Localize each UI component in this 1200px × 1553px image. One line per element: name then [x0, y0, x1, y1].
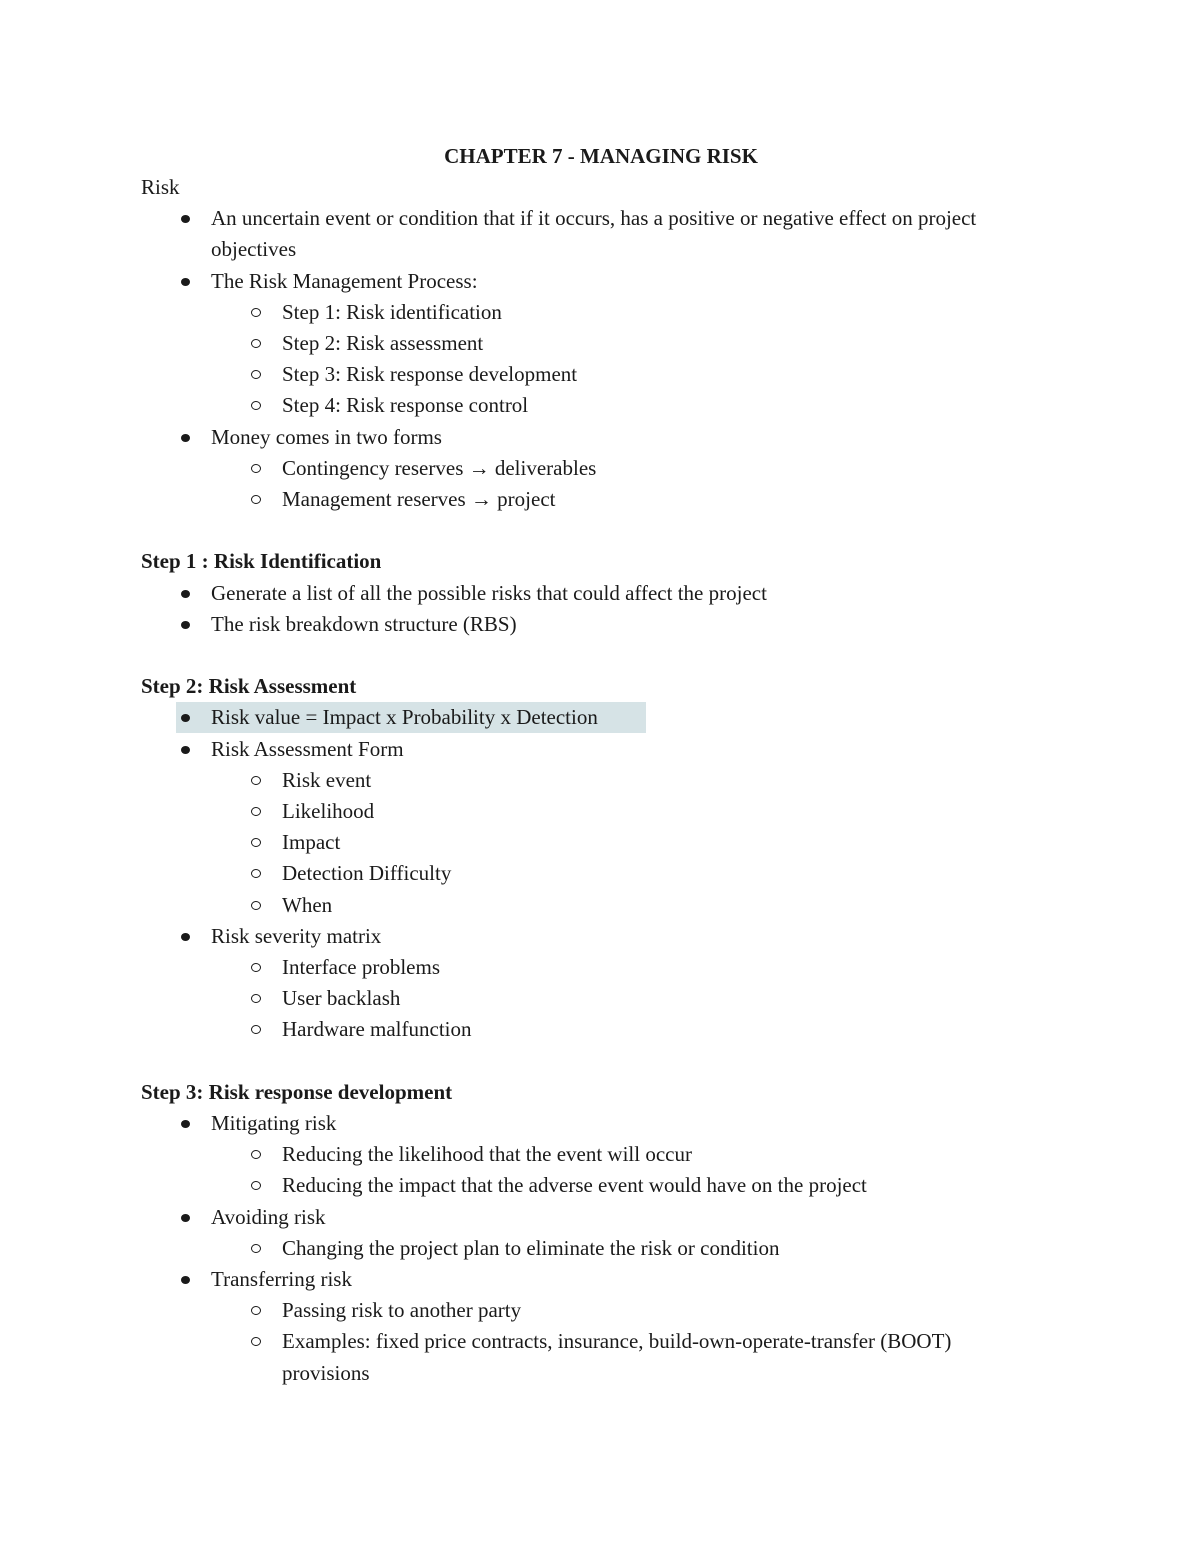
list-item	[141, 921, 1061, 952]
sub-list-item-text: Detection Difficulty	[282, 861, 452, 886]
bullet-circle-icon	[251, 1025, 261, 1034]
sub-list-item-text: Interface problems	[282, 955, 441, 980]
sub-list-item-text: Risk event	[282, 767, 372, 792]
list-item-text: The Risk Management Process:	[211, 268, 478, 293]
document-page	[141, 141, 1061, 1389]
bullet-circle-icon	[251, 776, 261, 785]
bullet-circle-icon	[251, 963, 261, 972]
risk-bullet-list	[141, 203, 1061, 515]
bullet-disc-icon	[181, 621, 190, 629]
bullet-disc-icon	[181, 434, 190, 442]
sub-list-item	[141, 453, 1061, 484]
sub-list-item	[141, 890, 1061, 921]
page-title: CHAPTER 7 - MANAGING RISK	[444, 144, 758, 168]
bullet-circle-icon	[251, 838, 261, 847]
sub-list-item	[141, 1233, 1061, 1264]
spacer	[141, 515, 1061, 546]
list-item-text: Risk severity matrix	[211, 923, 382, 948]
bullet-circle-icon	[251, 1150, 261, 1159]
bullet-circle-icon	[251, 464, 261, 473]
spacer	[141, 640, 1061, 671]
sub-list-item-text: Management reserves → project	[282, 487, 556, 512]
step3-bullet-list	[141, 1108, 1061, 1389]
sub-list-item-text: Likelihood	[282, 799, 375, 824]
heading-step-1: Step 1 : Risk Identification	[141, 549, 382, 574]
bullet-circle-icon	[251, 1181, 261, 1190]
sub-list-item	[141, 827, 1061, 858]
sub-list-item-text: Step 2: Risk assessment	[282, 331, 484, 356]
step2-bullet-list	[141, 702, 1061, 1045]
list-item	[141, 203, 1061, 265]
bullet-disc-icon	[181, 933, 190, 941]
sub-list-item	[141, 858, 1061, 889]
sub-list-item-text: Changing the project plan to eliminate the risk or condition	[282, 1235, 780, 1260]
heading-step-2: Step 2: Risk Assessment	[141, 674, 357, 699]
bullet-circle-icon	[251, 1244, 261, 1253]
bullet-circle-icon	[251, 1306, 261, 1315]
list-item-text: Transferring risk	[211, 1267, 352, 1292]
bullet-disc-icon	[181, 215, 190, 223]
list-item-text: Risk value = Impact x Probability x Detection	[211, 705, 598, 730]
sub-list-item	[141, 1326, 1061, 1388]
list-item	[141, 1202, 1061, 1233]
sub-list-item-text: Reducing the likelihood that the event will occur	[282, 1142, 692, 1167]
bullet-circle-icon	[251, 994, 261, 1003]
bullet-circle-icon	[251, 901, 261, 910]
sub-list-item-text: Step 4: Risk response control	[282, 393, 529, 418]
list-item-text: Generate a list of all the possible risks that could affect the project	[211, 580, 767, 605]
list-item	[141, 422, 1061, 453]
bullet-circle-icon	[251, 401, 261, 410]
sub-list-item	[141, 1295, 1061, 1326]
sub-list-item	[141, 390, 1061, 421]
bullet-circle-icon	[251, 807, 261, 816]
bullet-circle-icon	[251, 495, 261, 504]
sub-list-item-text: Hardware malfunction	[282, 1017, 472, 1042]
sub-list-item	[141, 484, 1061, 515]
sub-list-item	[141, 765, 1061, 796]
sub-list-item-text: Examples: fixed price contracts, insurance, build-own-operate-transfer (BOOT) provisions	[282, 1329, 952, 1385]
list-item	[141, 266, 1061, 297]
list-item	[141, 734, 1061, 765]
sub-list-item	[141, 1170, 1061, 1201]
sub-list-item	[141, 359, 1061, 390]
list-item-text: Money comes in two forms	[211, 424, 442, 449]
bullet-circle-icon	[251, 308, 261, 317]
bullet-disc-icon	[181, 1276, 190, 1284]
sub-list-item-text: User backlash	[282, 986, 401, 1011]
spacer	[141, 1046, 1061, 1077]
bullet-circle-icon	[251, 869, 261, 878]
sub-list-item-text: Step 3: Risk response development	[282, 362, 578, 387]
bullet-disc-icon	[181, 746, 190, 754]
sub-list-item	[141, 1139, 1061, 1170]
sub-list-item-text: Passing risk to another party	[282, 1298, 522, 1323]
list-item-text: The risk breakdown structure (RBS)	[211, 611, 517, 636]
bullet-disc-icon	[181, 1120, 190, 1128]
section-label-risk: Risk	[141, 175, 180, 199]
heading-step-3: Step 3: Risk response development	[141, 1079, 453, 1104]
bullet-disc-icon	[181, 1214, 190, 1222]
sub-list-item-text: Step 1: Risk identification	[282, 299, 502, 324]
sub-list-item	[141, 796, 1061, 827]
bullet-circle-icon	[251, 1337, 261, 1346]
list-item-text: Avoiding risk	[211, 1204, 326, 1229]
list-item	[141, 609, 1061, 640]
bullet-circle-icon	[251, 370, 261, 379]
sub-list-item-text: Reducing the impact that the adverse event would have on the project	[282, 1173, 867, 1198]
sub-list-item	[141, 328, 1061, 359]
sub-list-item-text: When	[282, 892, 333, 917]
list-item-text: Mitigating risk	[211, 1111, 337, 1136]
sub-list-item-text: Impact	[282, 830, 341, 855]
list-item	[141, 1108, 1061, 1139]
list-item-text: Risk Assessment Form	[211, 736, 404, 761]
sub-list-item	[141, 297, 1061, 328]
step1-bullet-list	[141, 578, 1061, 640]
list-item	[141, 578, 1061, 609]
sub-list-item	[141, 983, 1061, 1014]
bullet-circle-icon	[251, 339, 261, 348]
list-item-highlighted	[141, 702, 1061, 733]
sub-list-item-text: Contingency reserves → deliverables	[282, 455, 597, 480]
sub-list-item	[141, 952, 1061, 983]
bullet-disc-icon	[181, 590, 190, 598]
sub-list-item	[141, 1014, 1061, 1045]
bullet-disc-icon	[181, 278, 190, 286]
list-item-text: An uncertain event or condition that if it occurs, has a positive or negative effect on project objectives	[211, 206, 977, 262]
list-item	[141, 1264, 1061, 1295]
